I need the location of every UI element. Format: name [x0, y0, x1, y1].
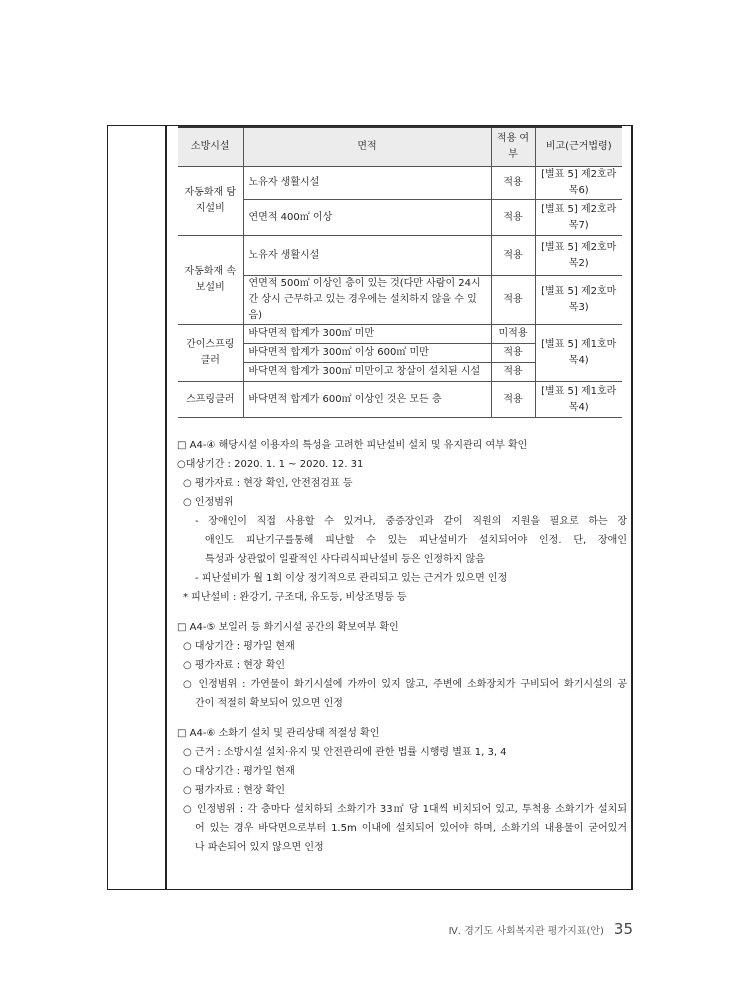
- table-row: [178, 200, 622, 236]
- area-cell: 노유자 생활시설: [243, 167, 491, 200]
- header-apply: 적용 여부: [491, 127, 535, 167]
- area-cell: 바닥면적 합계가 300㎡ 미만: [243, 325, 491, 344]
- basis-line: ○ 근거 : 소방시설 설치·유지 및 안전관리에 관한 법률 시행령 별표 1, 3, 4: [183, 747, 507, 758]
- section-title: □ A4-④ 해당시설 이용자의 특성을 고려한 피난설비 설치 및 유지관리 여부 확인: [177, 440, 528, 451]
- period-line: ○ 대상기간 : 평가일 현재: [183, 641, 295, 652]
- material-line: ○ 평가자료 : 현장 확인: [183, 785, 286, 796]
- scope-item: - 장애인이 직접 사용할 수 있거나, 중증장인과 같이 직원의 지원을 필요로 하는 장: [195, 516, 627, 527]
- area-cell: 연면적 500㎡ 이상인 층이 있는 것(다만 사람이 24시간 상시 근무하고 있는 경우에는 설치하지 않을 수 있음): [243, 276, 491, 325]
- note-cell: [별표 5] 제2호마목2): [535, 236, 622, 276]
- area-cell: 바닥면적 합계가 600㎡ 이상인 것은 모든 층: [243, 382, 491, 418]
- apply-cell: 적용: [491, 344, 535, 363]
- scope-item: 애인도 피난기구를통해 피난할 수 있는 피난설비가 설치되어야 인정. 단, 장애인: [205, 535, 627, 546]
- page-footer: [449, 920, 633, 938]
- header-facility: 소방시설: [178, 127, 243, 167]
- table-header-row: [178, 127, 622, 167]
- apply-cell: 적용: [491, 167, 535, 200]
- section-title: □ A4-⑤ 보일러 등 화기시설 공간의 확보여부 확인: [177, 622, 399, 633]
- fire-facility-table: [178, 126, 622, 418]
- scope-line: 나 파손되어 있지 않으면 인정: [195, 842, 324, 853]
- table-row: [178, 236, 622, 276]
- apply-cell: 적용: [491, 382, 535, 418]
- note-cell: [별표 5] 제2호라목6): [535, 167, 622, 200]
- note-line: * 피난설비 : 완강기, 구조대, 유도등, 비상조명등 등: [183, 592, 407, 603]
- apply-cell: 적용: [491, 363, 535, 382]
- section-a4-4: [177, 436, 627, 607]
- section-a4-6: [177, 724, 627, 857]
- facility-cell: 스프링클러: [178, 382, 243, 418]
- area-cell: 연면적 400㎡ 이상: [243, 200, 491, 236]
- scope-line: 어 있는 경우 바닥면으로부터 1.5m 이내에 설치되어 있어야 하며, 소화기의 내용물이 굳어있거: [195, 823, 627, 834]
- table-row: [178, 276, 622, 325]
- section-title: □ A4-⑥ 소화기 설치 및 관리상태 적절성 확인: [177, 728, 380, 739]
- header-note: 비고(근거법령): [535, 127, 622, 167]
- note-cell: [별표 5] 제1호마목4): [535, 325, 622, 382]
- section-a4-5: [177, 618, 627, 713]
- footer-title: Ⅳ. 경기도 사회복지관 평가지표(안): [448, 926, 604, 937]
- table-row: [178, 325, 622, 344]
- note-cell: [별표 5] 제2호라목7): [535, 200, 622, 236]
- table-row: [178, 382, 622, 418]
- table-row: [178, 167, 622, 200]
- note-cell: [별표 5] 제2호마목3): [535, 276, 622, 325]
- apply-cell: 적용: [491, 200, 535, 236]
- apply-cell: 적용: [491, 276, 535, 325]
- header-area: 면적: [243, 127, 491, 167]
- apply-cell: 적용: [491, 236, 535, 276]
- area-cell: 노유자 생활시설: [243, 236, 491, 276]
- apply-cell: 미적용: [491, 325, 535, 344]
- period-line: ○ 대상기간 : 평가일 현재: [183, 766, 295, 777]
- material-line: ○ 평가자료 : 현장 확인, 안전점검표 등: [183, 478, 353, 489]
- scope-line: 간이 적절히 확보되어 있으면 인정: [195, 698, 343, 709]
- area-cell: 바닥면적 합계가 300㎡ 미만이고 창살이 설치된 시설: [243, 363, 491, 382]
- scope-title: ○ 인정범위: [183, 497, 234, 508]
- facility-cell: 자동화재 속보설비: [178, 236, 243, 325]
- page-number: 35: [613, 920, 633, 938]
- facility-cell: 간이스프링 클러: [178, 325, 243, 382]
- scope-line: ○ 인정범위 : 각 층마다 설치하되 소화기가 33㎡ 당 1대씩 비치되어 있고, 투척용 소화기가 설치되: [183, 804, 627, 815]
- scope-item: - 피난설비가 월 1회 이상 정기적으로 관리되고 있는 근거가 있으면 인정: [195, 573, 508, 584]
- note-cell: [별표 5] 제1호라목4): [535, 382, 622, 418]
- period-line: ○대상기간 : 2020. 1. 1 ~ 2020. 12. 31: [177, 459, 364, 470]
- material-line: ○ 평가자료 : 현장 확인: [183, 660, 286, 671]
- scope-line: ○ 인정범위 : 가연물이 화기시설에 가까이 있지 않고, 주변에 소화장치가 구비되어 화기시설의 공: [183, 679, 627, 690]
- scope-item: 특성과 상관없이 일괄적인 사다리식피난설비 등은 인정하지 않음: [205, 554, 485, 565]
- evaluation-criteria: [177, 436, 627, 868]
- facility-cell: 자동화재 탐지설비: [178, 167, 243, 236]
- area-cell: 바닥면적 합계가 300㎡ 이상 600㎡ 미만: [243, 344, 491, 363]
